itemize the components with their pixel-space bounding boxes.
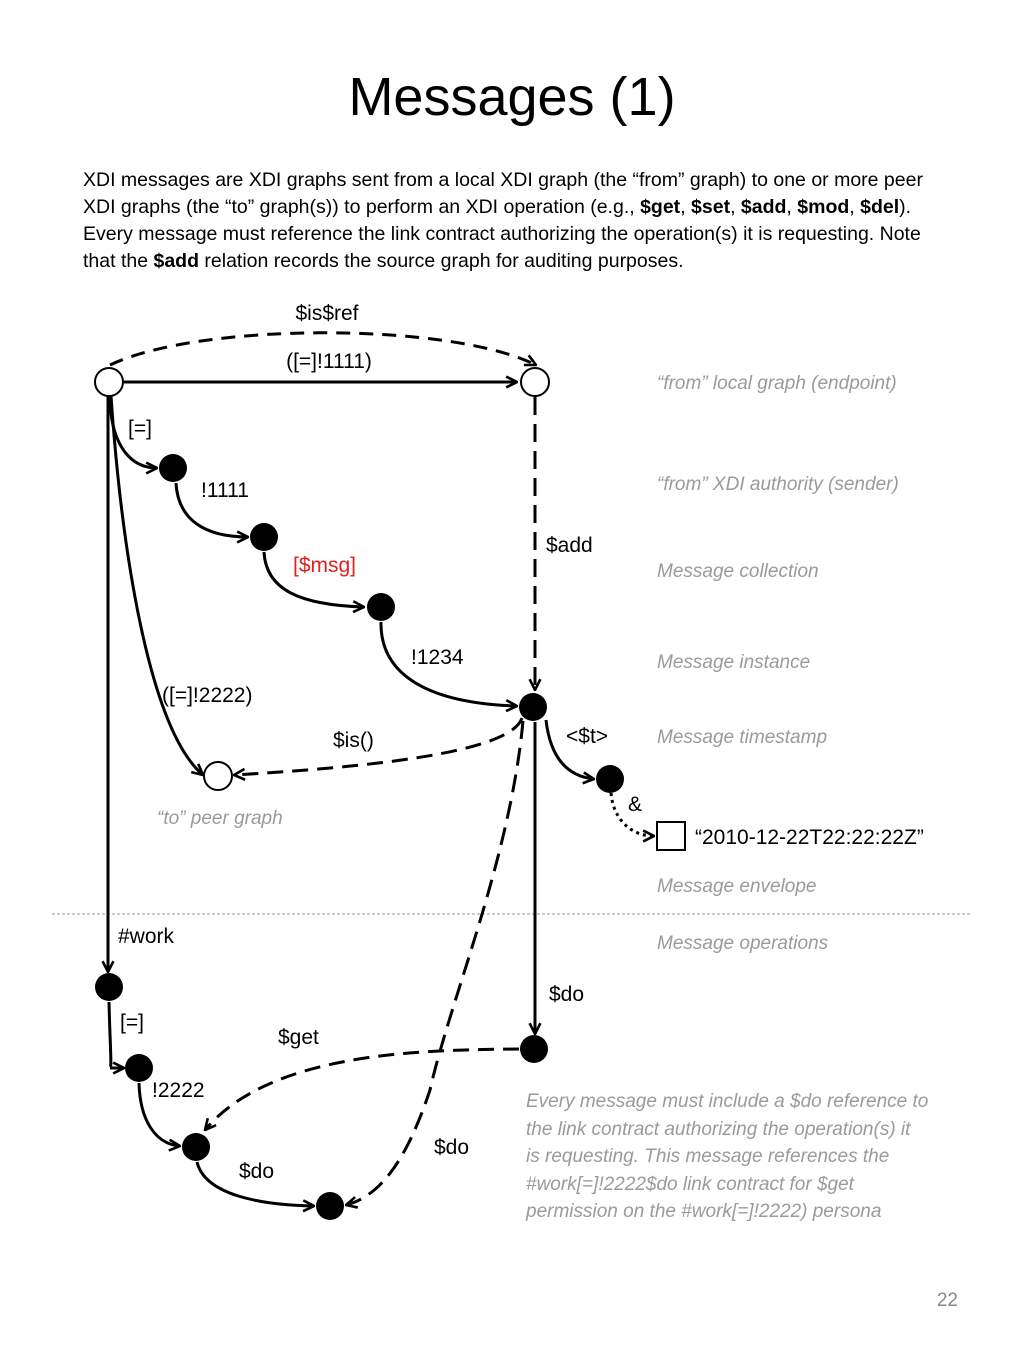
intro-comma-2: , — [730, 196, 741, 218]
label-is-ref: $is$ref — [295, 302, 359, 325]
node-2222 — [182, 1133, 210, 1161]
row-label-from-authority: “from” XDI authority (sender) — [657, 474, 899, 495]
node-1111 — [250, 523, 278, 551]
node-instance — [519, 693, 547, 721]
edge-do-mid — [346, 721, 523, 1205]
label-do-mid: $do — [434, 1136, 470, 1159]
edge-is-fn — [234, 718, 522, 775]
label-do-right: $do — [549, 983, 585, 1006]
page-number: 22 — [936, 1290, 958, 1311]
row-label-timestamp: Message timestamp — [657, 727, 828, 748]
intro-text-1: XDI messages are XDI graphs sent from a local XDI graph (the “from” graph) to one or more peer XDI graphs (the “to” graph(s)) to perform an XDI operation (e.g., — [83, 169, 923, 218]
note-line: permission on the #work[=]!2222) persona — [526, 1201, 882, 1222]
node-do-right — [520, 1035, 548, 1063]
op-del: $del — [860, 196, 900, 218]
row-label-from-local: “from” local graph (endpoint) — [657, 373, 897, 394]
node-to-local — [521, 368, 549, 396]
node-from-local — [95, 368, 123, 396]
row-label-envelope: Message envelope — [657, 876, 817, 897]
intro-text-3: relation records the source graph for auditing purposes. — [198, 250, 684, 272]
label-t: <$t> — [566, 725, 609, 748]
label-msg: [$msg] — [293, 554, 357, 577]
row-label-collection: Message collection — [657, 561, 819, 582]
op-get: $get — [640, 196, 681, 218]
label-get: $get — [278, 1026, 319, 1049]
node-eq-low — [125, 1054, 153, 1082]
note-line: is requesting. This message references the — [526, 1146, 890, 1167]
op-add-relation: $add — [153, 250, 199, 272]
label-add: $add — [546, 534, 593, 557]
intro-comma-4: , — [849, 196, 861, 218]
label-timestamp-value: “2010-12-22T22:22:22Z” — [695, 826, 924, 849]
note-line: #work[=]!2222$do link contract for $get — [526, 1173, 854, 1195]
slide-title: Messages (1) — [348, 67, 676, 127]
edge-get — [205, 1049, 519, 1130]
node-timestamp — [596, 765, 624, 793]
label-eq-low: [=] — [120, 1011, 144, 1034]
row-label-operations: Message operations — [657, 933, 829, 954]
label-work: #work — [118, 925, 175, 948]
op-set: $set — [691, 196, 731, 218]
label-eq-2222: ([=]!2222) — [162, 684, 253, 707]
intro-comma-1: , — [680, 196, 692, 218]
label-is-fn: $is() — [333, 729, 374, 752]
label-amp: & — [628, 793, 643, 816]
label-do-bottom: $do — [239, 1160, 275, 1183]
note-line: the link contract authorizing the operation(s) it — [526, 1118, 911, 1140]
intro-comma-3: , — [786, 196, 798, 218]
row-label-instance: Message instance — [657, 652, 811, 673]
node-do-target — [316, 1192, 344, 1220]
node-work — [95, 973, 123, 1001]
label-eq-1111-top: ([=]!1111) — [286, 350, 372, 373]
node-literal — [657, 822, 685, 850]
op-mod: $mod — [797, 196, 850, 218]
do-reference-note — [526, 1088, 976, 1226]
label-1111: !1111 — [201, 479, 249, 502]
intro-text-2: ). Every message must reference the link contract authorizing the operation(s) it is requesting. Note that the — [83, 196, 921, 272]
op-add: $add — [740, 196, 787, 218]
label-eq: [=] — [128, 417, 152, 440]
label-1234: !1234 — [411, 646, 464, 669]
label-2222: !2222 — [152, 1079, 205, 1102]
node-to-peer — [204, 762, 232, 790]
node-authority — [159, 454, 187, 482]
note-line: Every message must include a $do reference to — [526, 1091, 929, 1112]
row-label-to-peer: “to” peer graph — [157, 808, 283, 829]
node-msg — [367, 593, 395, 621]
